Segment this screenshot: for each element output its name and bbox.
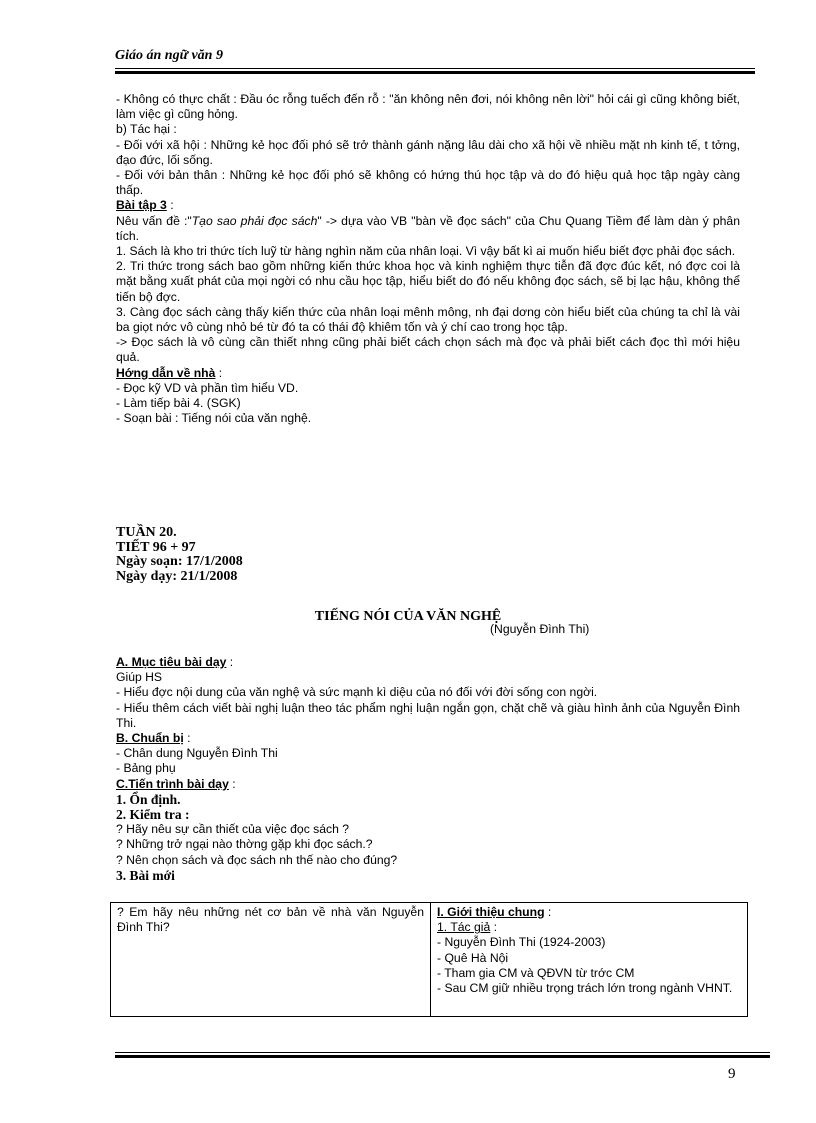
- question: ? Những trở ngại nào thờng gặp khi đọc sách.?: [116, 837, 373, 852]
- week-label: TUẦN 20.: [116, 525, 177, 540]
- homework-label: Hớng dẫn về nhà: [116, 365, 216, 380]
- footer-rule-thick: [115, 1055, 770, 1058]
- lesson-table: [110, 902, 748, 1017]
- teacher-question-cell: ? Em hãy nêu những nét cơ bản về nhà văn Nguyễn Đình Thi?: [111, 903, 431, 1016]
- paragraph: - Đối với xã hội : Những kẻ học đối phó sẽ trở thành gánh nặng lâu dài cho xã hội về nhiều mặt nh kinh tế, t tởng, đạo đức, lối sống.: [116, 137, 740, 167]
- homework-item: - Soạn bài : Tiếng nói của văn nghệ.: [116, 411, 312, 426]
- paragraph: - Hiểu thêm cách viết bài nghị luận theo tác phẩm nghị luận ngắn gọn, chặt chẽ và giàu hình ảnh của Nguyễn Đình Thi.: [116, 700, 740, 730]
- exercise-3-label: Bài tập 3: [116, 198, 167, 213]
- teach-date: Ngày dạy: 21/1/2008: [116, 568, 238, 584]
- step-2: 2. Kiểm tra :: [116, 807, 190, 823]
- paragraph: b) Tác hại :: [116, 122, 177, 137]
- content-cell: [431, 903, 747, 1016]
- question: ? Hãy nêu sự cần thiết của việc đọc sách ?: [116, 822, 350, 837]
- header-title: Giáo án ngữ văn 9: [115, 48, 223, 63]
- exercise-point: 1. Sách là kho tri thức tích luỹ từ hàng nghìn năm của nhân loại. Vì vậy bất kì ai muốn hiểu biết đợc phải đọc sách.: [116, 244, 736, 259]
- list-item: - Bảng phụ: [116, 761, 176, 776]
- paragraph: - Đối với bản thân : Những kẻ học đối phó sẽ không có hứng thú học tập và do đó hiệu quả học tập ngày càng thấp.: [116, 168, 740, 198]
- page-number: 9: [728, 1066, 736, 1082]
- header-rule-thin: [115, 68, 755, 69]
- table-item: - Sau CM giữ nhiều trọng trách lớn trong ngành VHNT.: [437, 981, 733, 996]
- exercise-point: 2. Tri thức trong sách bao gồm những kiến thức khoa học và kinh nghiệm thực tiễn đã đợc đúc kết, nó đợc coi là mặt bằng xuất phát của mọi ngời có nhu cầu học tập, hiểu biết do đó nếu không đọc sách, sẽ bị lạc hậu, không thể tiến bộ đợc.: [116, 259, 740, 304]
- prep-date: Ngày soạn: 17/1/2008: [116, 554, 243, 569]
- exercise-section: [116, 92, 740, 426]
- paragraph: Giúp HS: [116, 670, 163, 685]
- homework-item: - Đọc kỹ VD và phần tìm hiểu VD.: [116, 380, 299, 395]
- question: ? Nên chọn sách và đọc sách nh thế nào cho đúng?: [116, 852, 398, 867]
- footer-rule-thin: [115, 1052, 770, 1053]
- period-label: TIẾT 96 + 97: [116, 539, 196, 555]
- homework-heading: Hớng dẫn về nhà :: [116, 365, 223, 380]
- exercise-3-heading: Bài tập 3 :: [116, 198, 174, 213]
- table-item: - Tham gia CM và QĐVN từ trớc CM: [437, 965, 635, 980]
- homework-item: - Làm tiếp bài 4. (SGK): [116, 396, 241, 411]
- lesson-meta: [116, 526, 243, 584]
- exercise-conclusion: -> Đọc sách là vô cùng cần thiết nhng cũng phải biết cách chọn sách mà đọc và phải biết cách đọc thì mới hiệu quả.: [116, 335, 740, 365]
- list-item: - Chân dung Nguyễn Đình Thi: [116, 746, 278, 761]
- lesson-author: (Nguyễn Đình Thi): [490, 622, 590, 636]
- paragraph: - Không có thực chất : Đầu óc rỗng tuếch đến rỗ : "ăn không nên đơi, nói không nên lời" hỏi cái gì cũng không biết, làm việc gì cũng hỏng.: [116, 92, 740, 122]
- lesson-title: TIẾNG NÓI CỦA VĂN NGHỆ: [314, 609, 502, 624]
- table-item: - Nguyễn Đình Thi (1924-2003): [437, 935, 606, 950]
- section-a-heading: A. Mục tiêu bài dạy :: [116, 655, 234, 669]
- step-1: 1. Ổn định.: [116, 791, 181, 807]
- lesson-plan-section: [116, 655, 740, 883]
- section-b-heading: B. Chuẩn bị :: [116, 731, 191, 746]
- table-heading: I. Giới thiệu chung :: [437, 905, 552, 919]
- step-3: 3. Bài mới: [116, 867, 175, 883]
- header-rule-thick: [115, 71, 755, 74]
- table-subheading: 1. Tác giả :: [437, 920, 498, 935]
- paragraph: - Hiểu đợc nội dung của văn nghệ và sức mạnh kì diệu của nó đối với đời sống con ngời.: [116, 685, 598, 700]
- exercise-3-intro: Nêu vấn đề :"Tạo sao phải đọc sách" -> dựa vào VB "bàn về đọc sách" của Chu Quang Tiềm để làm dàn ý phân tích.: [116, 213, 740, 243]
- exercise-point: 3. Càng đọc sách càng thấy kiến thức của nhân loại mênh mông, nh đại dơng còn hiểu biết của chúng ta chỉ là vài ba giọt nớc vô cùng nhỏ bé từ đó ta có thái độ khiêm tốn và ý chí cao trong học tập.: [116, 304, 740, 335]
- section-c-heading: C.Tiến trình bài dạy :: [116, 776, 236, 791]
- table-item: - Quê Hà Nội: [437, 950, 509, 965]
